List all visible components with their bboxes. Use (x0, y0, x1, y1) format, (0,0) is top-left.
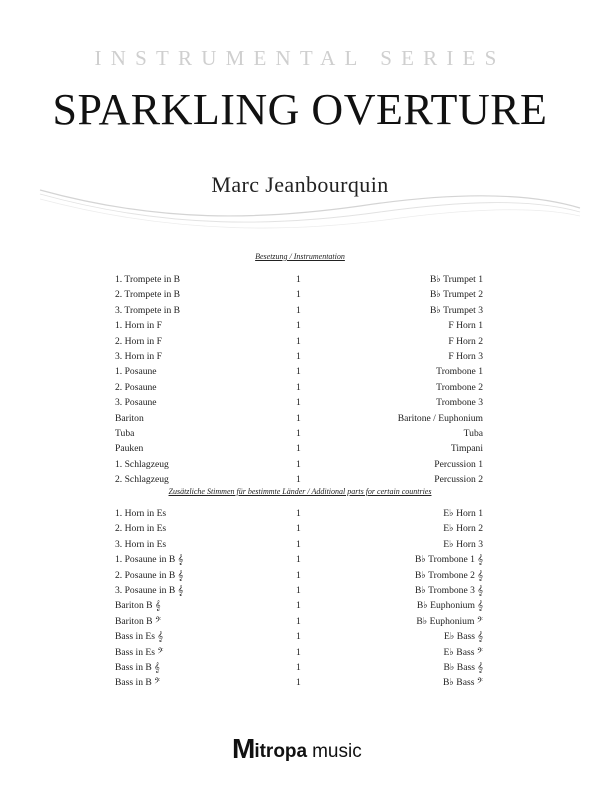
additional-parts-heading: Zusätzliche Stimmen für bestimmte Länder / Additional parts for certain countries (168, 487, 432, 496)
instrument-english: B♭ Trombone 1 𝄞 (414, 554, 483, 566)
instrumentation-heading: Besetzung / Instrumentation (255, 252, 345, 261)
instrument-german: 3. Posaune in B 𝄞 (115, 585, 184, 596)
instrument-english: B♭ Bass 𝄢 (442, 677, 483, 689)
part-count: 1 (296, 677, 301, 689)
publisher-logo (232, 733, 362, 765)
part-count: 1 (296, 538, 301, 550)
instrument-english: F Horn 3 (448, 351, 483, 362)
part-count: 1 (296, 397, 301, 409)
instrument-row (0, 382, 600, 397)
part-count: 1 (296, 554, 301, 566)
part-count: 1 (296, 474, 301, 486)
instrument-english: E♭ Horn 1 (443, 508, 483, 519)
instrument-row (0, 631, 600, 646)
instrument-english: B♭ Trumpet 1 (429, 274, 483, 285)
instrument-german: Bass in B 𝄞 (115, 662, 160, 673)
instrument-row (0, 508, 600, 523)
part-count: 1 (296, 304, 301, 316)
instrument-row (0, 570, 600, 585)
instrument-english: B♭ Trombone 2 𝄞 (414, 569, 483, 581)
part-count: 1 (296, 274, 301, 285)
part-count: 1 (296, 569, 301, 581)
instrument-german: 3. Trompete in B (115, 304, 181, 316)
instrument-english: B♭ Bass 𝄞 (443, 662, 483, 673)
instrument-german: 2. Horn in Es (115, 523, 167, 535)
instrument-german: 1. Schlagzeug (115, 458, 169, 470)
instrument-german: 3. Posaune (115, 397, 157, 409)
instrument-german: 3. Horn in F (115, 351, 162, 362)
instrument-row (0, 600, 600, 615)
part-count: 1 (296, 523, 301, 535)
instrument-row (0, 413, 600, 428)
instrument-row (0, 428, 600, 443)
instrument-english: F Horn 2 (448, 335, 483, 347)
instrument-row (0, 305, 600, 320)
instrument-german: 1. Horn in Es (115, 508, 167, 519)
instrument-german: 2. Posaune (115, 381, 157, 393)
instrument-english: Trombone 2 (436, 381, 483, 393)
instrument-german: 1. Horn in F (115, 320, 162, 332)
instrument-german: 1. Trompete in B (115, 274, 181, 285)
instrument-row (0, 459, 600, 474)
instrument-english: Trombone 1 (436, 366, 483, 378)
instrument-german: 2. Schlagzeug (115, 474, 169, 486)
instrument-english: Percussion 2 (434, 474, 483, 486)
instrument-english: E♭ Bass 𝄞 (444, 631, 483, 643)
instrument-german: 2. Trompete in B (115, 289, 181, 301)
instrument-german: Bariton (115, 412, 144, 424)
part-count: 1 (296, 646, 301, 658)
part-count: 1 (296, 289, 301, 301)
instrument-row (0, 336, 600, 351)
part-count: 1 (296, 428, 301, 439)
part-count: 1 (296, 335, 301, 347)
instrument-row (0, 274, 600, 289)
instrument-german: 2. Horn in F (115, 335, 162, 347)
instrument-row (0, 662, 600, 677)
instrument-english: B♭ Euphonium 𝄞 (416, 600, 483, 612)
instrument-english: Timpani (450, 443, 483, 455)
instrument-german: Bass in Es 𝄞 (115, 631, 164, 643)
part-count: 1 (296, 351, 301, 362)
instrument-row (0, 554, 600, 569)
part-count: 1 (296, 412, 301, 424)
instrument-english: B♭ Trumpet 3 (429, 304, 483, 316)
instrument-english: B♭ Trumpet 2 (429, 289, 483, 301)
part-count: 1 (296, 320, 301, 332)
instrument-row (0, 585, 600, 600)
instrument-english: Tuba (463, 428, 483, 439)
instrument-german: Bass in B 𝄢 (115, 677, 161, 689)
instrument-english: E♭ Bass 𝄢 (443, 646, 483, 658)
composer-name: Marc Jeanbourquin (211, 172, 389, 197)
instrument-german: Bariton B 𝄢 (115, 615, 162, 627)
instrument-english: E♭ Horn 3 (443, 538, 483, 550)
instrument-german: Tuba (115, 428, 135, 439)
instrument-row (0, 523, 600, 538)
series-label: INSTRUMENTAL SERIES (94, 46, 506, 70)
instrument-german: 1. Posaune (115, 366, 157, 378)
part-count: 1 (296, 615, 301, 627)
part-count: 1 (296, 631, 301, 643)
instrument-english: Baritone / Euphonium (397, 412, 483, 424)
instrument-english: B♭ Trombone 3 𝄞 (414, 585, 483, 596)
instrument-row (0, 616, 600, 631)
instrument-english: F Horn 1 (448, 320, 483, 332)
instrument-row (0, 539, 600, 554)
instrument-row (0, 647, 600, 662)
instrument-german: 1. Posaune in B 𝄞 (115, 554, 184, 566)
instrument-row (0, 443, 600, 458)
instrument-row (0, 677, 600, 692)
part-count: 1 (296, 381, 301, 393)
page-title: SPARKLING OVERTURE (52, 85, 548, 134)
part-count: 1 (296, 366, 301, 378)
instrument-english: E♭ Horn 2 (443, 523, 483, 535)
instrument-german: 2. Posaune in B 𝄞 (115, 569, 184, 581)
part-count: 1 (296, 662, 301, 673)
instrument-english: Trombone 3 (436, 397, 483, 409)
part-count: 1 (296, 508, 301, 519)
logo-music: music (312, 740, 362, 762)
instrument-german: Bass in Es 𝄢 (115, 646, 164, 658)
part-count: 1 (296, 600, 301, 612)
part-count: 1 (296, 458, 301, 470)
logo-m: M (232, 733, 255, 764)
instrument-german: 3. Horn in Es (115, 538, 167, 550)
instrument-row (0, 320, 600, 335)
instrument-row (0, 289, 600, 304)
instrument-row (0, 351, 600, 366)
instrument-english: B♭ Euphonium 𝄢 (416, 615, 483, 627)
instrument-row (0, 397, 600, 412)
part-count: 1 (296, 585, 301, 596)
logo-brand: itropa (254, 740, 308, 762)
instrument-row (0, 366, 600, 381)
instrument-english: Percussion 1 (434, 458, 483, 470)
instrument-german: Pauken (115, 443, 144, 455)
part-count: 1 (296, 443, 301, 455)
instrument-german: Bariton B 𝄞 (115, 600, 161, 612)
